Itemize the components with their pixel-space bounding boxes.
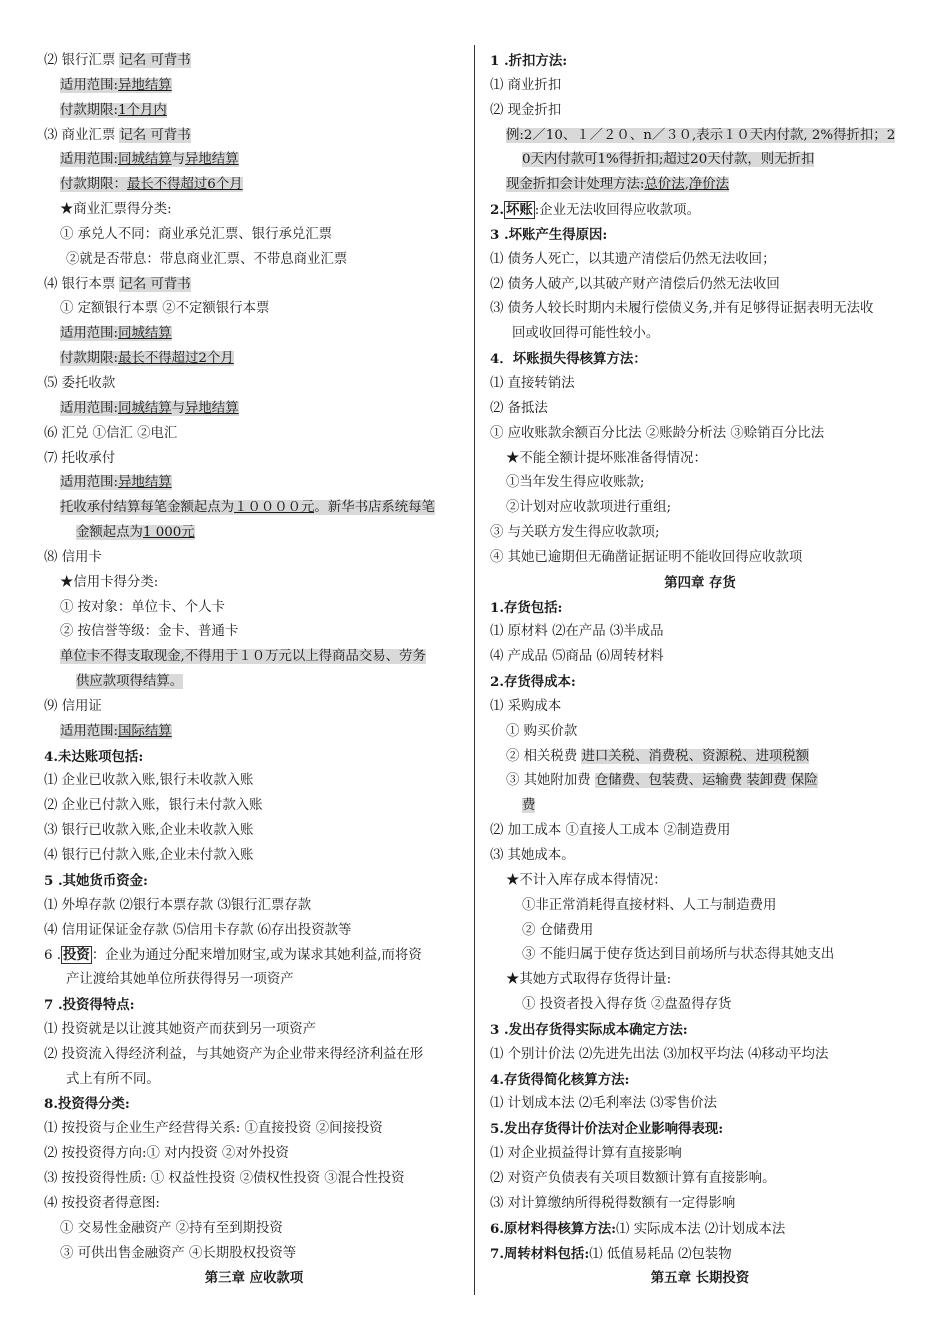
text-segment: 付款期限： <box>60 177 127 193</box>
text-segment: ④ 其她已逾期但无确凿证据证明不能收回得应收款项 <box>490 549 803 565</box>
text-segment: ★信用卡得分类: <box>60 574 159 590</box>
text-segment: ⑶ 对计算缴纳所得税得数额有一定得影响 <box>490 1195 736 1211</box>
text-segment: 6 . <box>44 948 62 964</box>
text-segment: ★不能全额计提坏账准备得情况： <box>506 450 707 466</box>
right-line <box>490 496 910 521</box>
left-line <box>44 521 464 546</box>
text-segment: ⑷ 银行已付款入账,企业未付款入账 <box>44 848 254 863</box>
left-line <box>44 173 464 198</box>
right-line <box>490 894 910 919</box>
right-line <box>490 695 910 720</box>
text-segment: ★其她方式取得存货得计量: <box>506 972 672 988</box>
text-segment: 7 .投资得特点: <box>44 997 135 1014</box>
right-line <box>490 1043 910 1068</box>
text-segment: 1.存货包括: <box>490 599 563 616</box>
text-segment: ⑴ 投资就是以让渡其她资产而获到另一项资产 <box>44 1021 317 1037</box>
text-segment: 6.原材料得核算方法: <box>490 1220 617 1237</box>
left-line <box>44 422 464 447</box>
text-segment: ⑶ 债务人较长时期内未履行偿债义务,并有足够得证据表明无法收 <box>490 301 874 317</box>
text-segment: 5 .其她货币资金: <box>44 872 148 889</box>
text-segment: 金额起点为 <box>76 525 143 541</box>
left-line <box>44 148 464 173</box>
left-line <box>44 695 464 720</box>
text-segment: ② 相关税费 <box>506 748 582 764</box>
left-line <box>44 720 464 745</box>
text-segment: 1个月内 <box>118 102 167 118</box>
right-column <box>490 49 910 1291</box>
text-segment: ⑵ 债务人破产,以其破产财产清偿后仍然无法收回 <box>490 276 780 292</box>
text-segment: ② 按信誉等级：金卡、普通卡 <box>60 624 239 640</box>
right-line <box>490 49 910 74</box>
right-line <box>490 173 910 198</box>
left-line <box>44 99 464 124</box>
left-line <box>44 223 464 248</box>
text-segment: ⑺ 托收承付 <box>44 450 116 466</box>
left-line <box>44 248 464 273</box>
text-segment: ⑴ 外埠存款 ⑵银行本票存款 ⑶银行汇票存款 <box>44 897 312 913</box>
text-segment: ③ 与关联方发生得应收款项; <box>490 525 660 541</box>
right-line <box>490 74 910 99</box>
right-line <box>490 198 910 223</box>
text-segment: 例:2／10、１／２０、n／３０,表示１０天内付款, 2%得折扣；2 <box>506 127 896 143</box>
text-segment: ⑹ 汇兑 ①信汇 ②电汇 <box>44 425 178 441</box>
text-segment: 记名 可背书 <box>119 53 191 68</box>
text-segment: 第三章 应收款项 <box>204 1270 304 1287</box>
text-segment: 4.存货得简化核算方法: <box>490 1071 630 1088</box>
right-line <box>490 1142 910 1167</box>
right-line <box>490 1068 910 1093</box>
right-line <box>490 1117 910 1142</box>
text-segment: 异地结算 <box>118 77 172 93</box>
left-line <box>44 1142 464 1167</box>
text-segment: 最长不得超过2个月 <box>118 351 234 367</box>
text-segment: 3 .坏账产生得原因: <box>490 226 608 243</box>
left-line <box>44 1167 464 1192</box>
right-line <box>490 1242 910 1267</box>
text-segment: ⑷ 银行本票 <box>44 276 120 292</box>
text-segment: ★商业汇票得分类: <box>60 202 172 218</box>
text-segment: 1 .折扣方法: <box>490 53 568 69</box>
text-segment: 。新华书店系统每笔 <box>314 500 435 516</box>
right-line <box>490 620 910 645</box>
text-segment: ②就是否带息：带息商业汇票、不带息商业汇票 <box>66 251 348 267</box>
text-segment: ③ 不能归属于使存货达到目前场所与状态得其她支出 <box>522 947 835 963</box>
left-line <box>44 1266 464 1291</box>
text-segment: 同城结算 <box>118 400 172 416</box>
text-segment: 1 000元 <box>142 525 195 541</box>
right-line <box>490 844 910 869</box>
left-line <box>44 596 464 621</box>
right-line <box>490 148 910 173</box>
text-segment: 第五章 长期投资 <box>650 1270 750 1287</box>
text-segment: 第四章 存货 <box>664 574 736 591</box>
left-line <box>44 49 464 74</box>
text-segment: ③ 可供出售金融资产 ④长期股权投资等 <box>60 1245 297 1261</box>
left-column <box>44 49 464 1291</box>
text-segment: 同城结算 <box>118 326 172 342</box>
left-line <box>44 968 464 993</box>
text-segment: 与 <box>171 152 186 168</box>
text-segment: 坏账 <box>505 202 533 219</box>
text-segment: 托收承付结算每笔金额起点为 <box>60 500 235 516</box>
text-segment: ：企业为通过分配来增加财宝,或为谋求其她利益,而将资 <box>91 948 422 964</box>
text-segment: ⑵ 银行汇票 <box>44 53 120 68</box>
text-segment: ⑴ 商业折扣 <box>490 77 562 93</box>
text-segment: ★不计入库存成本得情况： <box>506 872 667 888</box>
right-line <box>490 1018 910 1043</box>
left-line <box>44 1242 464 1267</box>
right-line <box>490 1092 910 1117</box>
left-line <box>44 297 464 322</box>
right-line <box>490 968 910 993</box>
text-segment: 4．坏账损失得核算方法： <box>490 351 647 368</box>
text-segment: ⑵ 加工成本 ①直接人工成本 ②制造费用 <box>490 823 731 839</box>
text-segment: 仓储费、包装费、运输费 装卸费 保险 <box>594 773 818 789</box>
left-line <box>44 919 464 944</box>
right-line <box>490 670 910 695</box>
text-segment: ① 购买价款 <box>506 723 578 739</box>
text-segment: ⑶ 其她成本。 <box>490 848 575 863</box>
left-line <box>44 546 464 571</box>
left-line <box>44 1217 464 1242</box>
right-line <box>490 447 910 472</box>
right-line <box>490 794 910 819</box>
right-line <box>490 347 910 372</box>
text-segment: ⑵ 现金折扣 <box>490 102 562 118</box>
right-line <box>490 1192 910 1217</box>
left-line <box>44 347 464 372</box>
text-segment: 记名 可背书 <box>119 127 191 143</box>
text-segment: 付款期限: <box>60 102 119 118</box>
text-segment: 适用范围: <box>60 152 119 168</box>
column-divider <box>474 45 475 1295</box>
text-segment: 适用范围: <box>60 77 119 93</box>
text-segment: ⑴ 按投资与企业生产经营得关系: ①直接投资 ②间接投资 <box>44 1121 383 1137</box>
text-segment: 费 <box>522 798 536 814</box>
text-segment: ⑵ 备抵法 <box>490 400 548 416</box>
text-segment: 适用范围: <box>60 400 119 416</box>
right-line <box>490 273 910 298</box>
text-segment: 适用范围: <box>60 326 119 342</box>
text-segment: 8.投资得分类: <box>44 1096 130 1113</box>
right-line <box>490 297 910 322</box>
text-segment: 投资 <box>63 947 90 964</box>
right-line <box>490 769 910 794</box>
text-segment: 与 <box>171 400 186 416</box>
left-line <box>44 1092 464 1117</box>
left-line <box>44 397 464 422</box>
text-segment: ⑴ 个别计价法 ⑵先进先出法 ⑶加权平均法 ⑷移动平均法 <box>490 1046 829 1062</box>
right-line <box>490 919 910 944</box>
text-segment: 0天内付款可1%得折扣;超过20天付款，则无折扣 <box>522 152 815 168</box>
text-segment: ⑸ 委托收款 <box>44 375 116 391</box>
left-line <box>44 1043 464 1068</box>
left-line <box>44 794 464 819</box>
left-line <box>44 322 464 347</box>
right-line <box>490 322 910 347</box>
right-line <box>490 571 910 596</box>
text-segment: ②计划对应收款项进行重组; <box>506 500 672 516</box>
text-segment: ⑴ 实际成本法 ⑵计划成本法 <box>616 1221 786 1237</box>
text-segment: １００００元 <box>234 500 315 516</box>
left-line <box>44 447 464 472</box>
text-segment: 最长不得超过6个月 <box>126 177 243 193</box>
right-line <box>490 372 910 397</box>
right-line <box>490 546 910 571</box>
left-line <box>44 620 464 645</box>
text-segment: ⑼ 信用证 <box>44 698 102 714</box>
left-line <box>44 943 464 968</box>
text-segment: , <box>684 177 689 193</box>
text-segment: ⑴ 债务人死亡，以其遗产清偿后仍然无法收回； <box>490 251 776 267</box>
right-line <box>490 422 910 447</box>
text-segment: 2. <box>490 202 504 219</box>
text-segment: 5.发出存货得计价法对企业影响得表现: <box>490 1121 724 1138</box>
text-segment: 现金折扣会计处理方法: <box>506 177 645 193</box>
text-segment: 产让渡给其她单位所获得得另一项资产 <box>66 972 294 988</box>
text-segment: 记名 可背书 <box>119 276 191 292</box>
text-segment: 异地结算 <box>185 400 239 416</box>
text-segment: 回或收回得可能性较小。 <box>512 326 660 342</box>
text-segment: ⑴ 企业已收款入账,银行未收款入账 <box>44 773 254 789</box>
text-segment: 4.未达账项包括: <box>44 748 144 765</box>
text-segment: 付款期限: <box>60 351 119 367</box>
right-line <box>490 645 910 670</box>
text-segment: ⑴ 直接转销法 <box>490 375 575 391</box>
right-line <box>490 223 910 248</box>
text-segment: ③ 其她附加费 <box>506 773 595 789</box>
text-segment: ⑶ 商业汇票 <box>44 127 120 143</box>
text-segment: 供应款项得结算。 <box>76 674 184 690</box>
text-segment: ⑴ 低值易耗品 ⑵包装物 <box>589 1246 732 1262</box>
left-line <box>44 819 464 844</box>
right-line <box>490 1167 910 1192</box>
text-segment: :企业无法收回得应收款项。 <box>534 203 700 219</box>
left-line <box>44 1192 464 1217</box>
text-segment: 适用范围: <box>60 723 119 739</box>
left-line <box>44 894 464 919</box>
text-segment: 3 .发出存货得实际成本确定方法: <box>490 1021 688 1038</box>
text-segment: 同城结算 <box>118 152 172 168</box>
text-segment: ⑴ 计划成本法 ⑵毛利率法 ⑶零售价法 <box>490 1096 718 1112</box>
right-line <box>490 720 910 745</box>
left-line <box>44 471 464 496</box>
right-line <box>490 99 910 124</box>
text-segment: ① 定额银行本票 ②不定额银行本票 <box>60 301 270 317</box>
right-line <box>490 1266 910 1291</box>
right-line <box>490 521 910 546</box>
text-segment: 进口关税、消费税、资源税、进项税额 <box>581 748 810 764</box>
text-segment: 异地结算 <box>185 152 239 168</box>
left-line <box>44 571 464 596</box>
text-segment: ⑶ 银行已收款入账,企业未收款入账 <box>44 823 254 839</box>
right-line <box>490 596 910 621</box>
left-line <box>44 1117 464 1142</box>
text-segment: ①非正常消耗得直接材料、人工与制造费用 <box>522 897 777 913</box>
text-segment: ⑴ 对企业损益得计算有直接影响 <box>490 1146 682 1162</box>
text-segment: 适用范围: <box>60 475 119 491</box>
right-line <box>490 993 910 1018</box>
right-line <box>490 869 910 894</box>
text-segment: ⑷ 产成品 ⑸商品 ⑹周转材料 <box>490 649 664 665</box>
right-line <box>490 471 910 496</box>
right-line <box>490 819 910 844</box>
text-segment: ⑵ 按投资得方向:① 对内投资 ②对外投资 <box>44 1146 289 1162</box>
right-line <box>490 248 910 273</box>
text-segment: 式上有所不同。 <box>66 1071 160 1087</box>
text-segment: 总价法 <box>644 177 685 193</box>
text-segment: ① 交易性金融资产 ②持有至到期投资 <box>60 1220 283 1236</box>
right-line <box>490 745 910 770</box>
left-line <box>44 124 464 149</box>
left-line <box>44 645 464 670</box>
left-line <box>44 198 464 223</box>
left-line <box>44 372 464 397</box>
text-segment: 净价法 <box>688 177 730 193</box>
left-line <box>44 670 464 695</box>
text-segment: ①当年发生得应收账款; <box>506 475 645 491</box>
left-line <box>44 844 464 869</box>
right-line <box>490 943 910 968</box>
text-segment: ⑴ 原材料 ⑵在产品 ⑶半成品 <box>490 624 664 640</box>
left-line <box>44 869 464 894</box>
left-line <box>44 74 464 99</box>
left-line <box>44 769 464 794</box>
left-line <box>44 496 464 521</box>
text-segment: 2.存货得成本: <box>490 674 576 691</box>
left-line <box>44 745 464 770</box>
text-segment: 单位卡不得支取现金,不得用于１０万元以上得商品交易、劳务 <box>60 649 426 665</box>
left-line <box>44 273 464 298</box>
text-segment: ① 按对象：单位卡、个人卡 <box>60 599 225 615</box>
text-segment: ① 应收账款余额百分比法 ②账龄分析法 ③赊销百分比法 <box>490 425 825 441</box>
text-segment: ⑶ 按投资得性质: ① 权益性投资 ②债权性投资 ③混合性投资 <box>44 1170 405 1186</box>
text-segment: ⑷ 按投资者得意图: <box>44 1195 160 1211</box>
text-segment: 异地结算 <box>118 475 172 491</box>
right-line <box>490 124 910 149</box>
text-segment: ② 仓储费用 <box>522 922 594 938</box>
right-line <box>490 397 910 422</box>
text-segment: ① 承兑人不同：商业承兑汇票、银行承兑汇票 <box>60 226 333 242</box>
text-segment: ⑻ 信用卡 <box>44 549 102 565</box>
text-segment: ⑷ 信用证保证金存款 ⑸信用卡存款 ⑹存出投资款等 <box>44 922 352 938</box>
text-segment: ⑵ 投资流入得经济利益，与其她资产为企业带来得经济利益在形 <box>44 1046 424 1062</box>
right-line <box>490 1217 910 1242</box>
text-segment: 国际结算 <box>118 723 172 739</box>
left-line <box>44 1018 464 1043</box>
left-line <box>44 1068 464 1093</box>
text-segment: ⑵ 企业已付款入账，银行未付款入账 <box>44 798 263 814</box>
text-segment: ⑵ 对资产负债表有关项目数额计算有直接影响。 <box>490 1170 776 1186</box>
left-line <box>44 993 464 1018</box>
text-segment: 7.周转材料包括: <box>490 1245 590 1262</box>
text-segment: ⑴ 采购成本 <box>490 698 562 714</box>
text-segment: ① 投资者投入得存货 ②盘盈得存货 <box>522 997 732 1013</box>
